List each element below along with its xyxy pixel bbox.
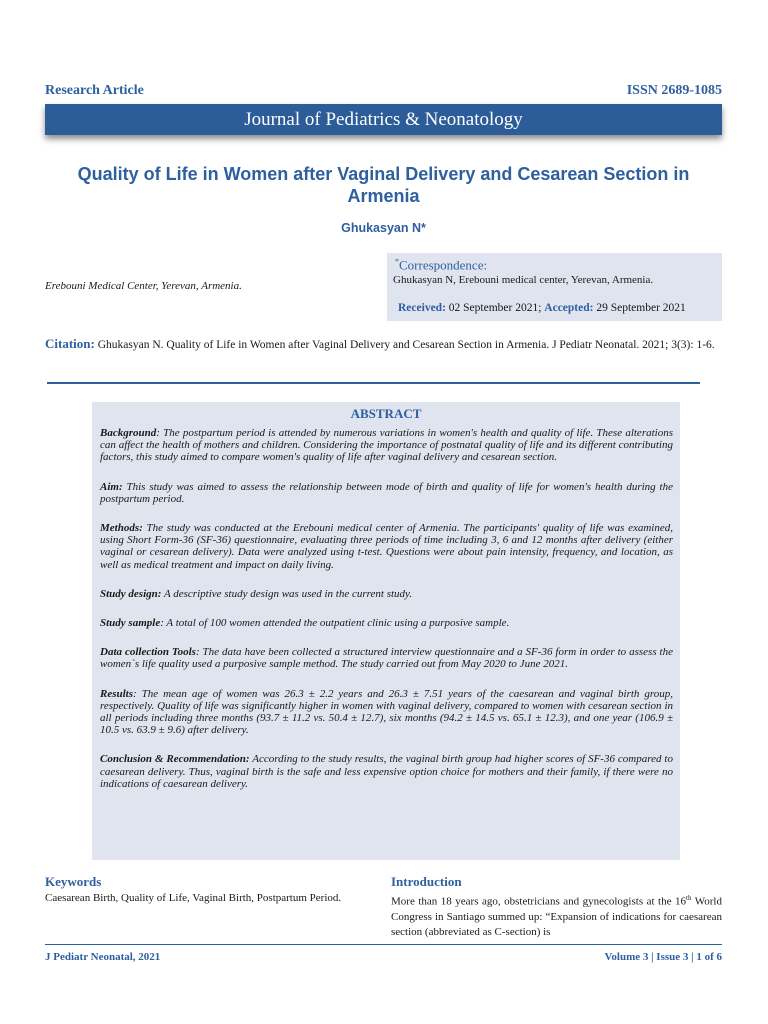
abstract-section-label: Background [100,427,157,439]
intro-text-part: World Congress in Santiago summed up: “Expansion of indications for caesarean section (abbreviated as C-section) is [391,895,722,938]
intro-text-part: More than 18 years ago, obstetricians and gynecologists at the 16 [391,895,686,908]
footer-divider [45,944,722,945]
introduction-text [391,891,722,940]
intro-ordinal-suffix: th [686,894,692,902]
abstract-section-text: This study was aimed to assess the relationship between mode of birth and quality of life for women's health during the postpartum period. [100,480,673,505]
abstract-study-sample [100,617,673,629]
author-name: Ghukasyan N* [341,221,426,235]
abstract-study-design [100,588,673,600]
abstract-section-label: Methods: [100,522,143,535]
abstract-background [100,427,673,464]
abstract-data-tools [100,646,673,670]
abstract-section-text: : The postpartum period is attended by numerous variations in women's health and quality of life. These alterations can affect the health of mothers and children. Considering the importance of postnatal quality of life and its different contributing factors, this study aimed to compare women's quality of life after vaginal delivery and cesarean section. [100,427,673,464]
abstract-section-text: The study was conducted at the Erebouni medical center of Armenia. The participants' quality of life was examined, using Short Form-36 (SF-36) questionnaire, evaluating three periods of time including 3, 6 and 12 months after delivery (either vaginal or cesarean delivery). Data were analyzed using t-test. Questions were about pain intensity, frequency, and location, as well as medical treatment and impact on daily living. [100,522,673,571]
abstract-section-label: Data collection Tools [100,646,196,659]
abstract-section-text: A descriptive study design was used in the current study. [161,587,413,600]
journal-banner [45,104,722,135]
abstract-section-text: : A total of 100 women attended the outpatient clinic using a purposive sample. [160,617,510,630]
introduction-heading: Introduction [391,874,462,889]
accepted-date: 29 September 2021 [593,302,686,314]
keywords-text: Caesarean Birth, Quality of Life, Vaginal Birth, Postpartum Period. [45,892,342,904]
correspondence-label: Correspondence: [399,257,488,273]
abstract-conclusion [100,753,673,790]
abstract-section-label: Aim: [100,480,123,493]
received-label: Received: [398,302,446,314]
abstract-box [92,402,680,860]
footer-journal: J Pediatr Neonatal, 2021 [45,951,161,963]
correspondence-star: * [395,257,399,266]
abstract-section-label: Study sample [100,617,161,630]
paper-title: Quality of Life in Women after Vaginal Delivery and Cesarean Section in Armenia [77,164,690,206]
correspondence-title [395,257,487,273]
abstract-section-label: Results [100,687,134,700]
keywords-heading: Keywords [45,874,102,889]
citation [45,335,722,354]
abstract-results [100,688,673,737]
footer-page-info: Volume 3 | Issue 3 | 1 of 6 [604,951,722,963]
abstract-section-label: Conclusion & Recommendation: [100,753,250,766]
abstract-body [100,427,673,807]
abstract-methods [100,522,673,571]
accepted-label: Accepted: [544,302,594,314]
abstract-section-text: : The data have been collected a structured interview questionnaire and a SF-36 form in order to assess the women`s life quality used a purposive sample method. The study carried out from May 2020 to June 2021. [100,646,673,671]
abstract-section-text: According to the study results, the vaginal birth group had higher scores of SF-36 compared to caesarean delivery. Thus, vaginal birth is the safe and less expensive option choice for mothers and their family, if there were no indications of caesarean delivery. [100,753,673,790]
abstract-section-label: Study design: [100,587,162,600]
correspondence-box [387,253,722,321]
abstract-aim [100,481,673,505]
journal-name: Journal of Pediatrics & Neonatology [244,109,523,130]
abstract-title: ABSTRACT [350,406,422,421]
article-dates [398,302,686,314]
received-date: 02 September 2021; [445,302,545,314]
issn-label: ISSN 2689-1085 [626,83,722,98]
article-type-label: Research Article [45,83,144,98]
citation-label: Citation: [45,336,95,351]
affiliation: Erebouni Medical Center, Yerevan, Armenia. [45,280,242,292]
section-divider [47,382,700,384]
correspondence-text: Ghukasyan N, Erebouni medical center, Yerevan, Armenia. [393,274,654,286]
citation-text: Ghukasyan N. Quality of Life in Women after Vaginal Delivery and Cesarean Section in Armenia. J Pediatr Neonatal. 2021; 3(3): 1-6. [94,339,715,351]
abstract-section-text: : The mean age of women was 26.3 ± 2.2 years and 26.3 ± 7.51 years of the caesarean and vaginal birth group, respectively. Quality of life was significantly higher in women with vaginal delivery, compared to women with cesarean section in all periods including three months (93.7 ± 11.2 vs. 50.4 ± 12.7), six months (94.2 ± 14.5 vs. 65.1 ± 12.3), and one year (106.9 ± 10.5 vs. 63.9 ± 9.6) after delivery. [100,687,673,737]
